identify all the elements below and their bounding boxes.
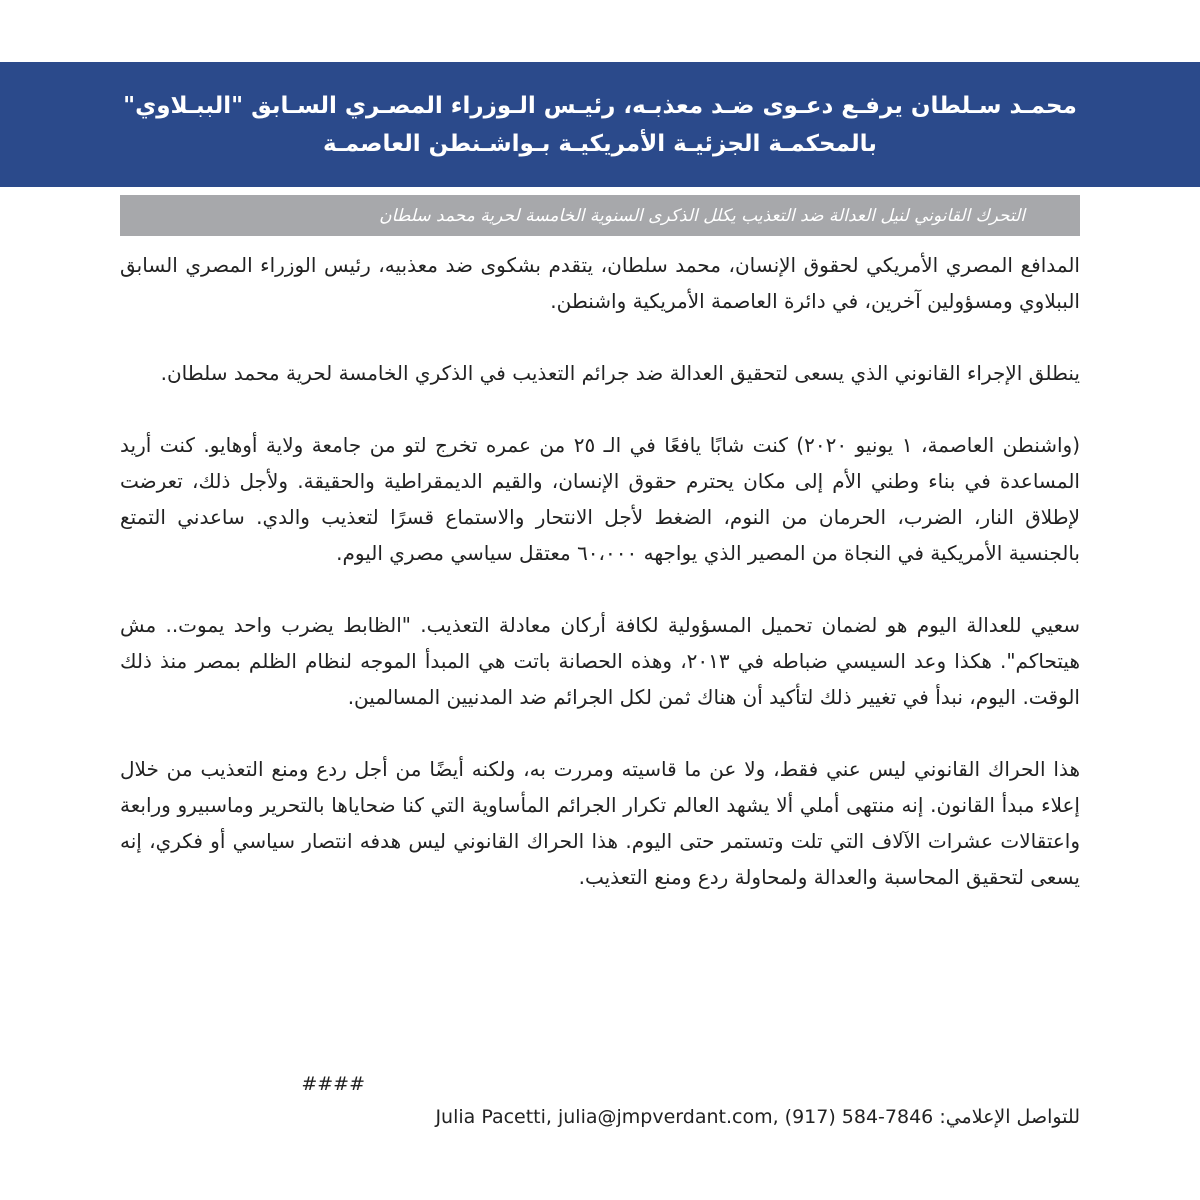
end-marker: #### [301, 1073, 365, 1095]
paragraph-accountability: سعيي للعدالة اليوم هو لضمان تحميل المسؤولية لكافة أركان معادلة التعذيب. "الظابط يضرب واحد يموت.. مش هيتحاكم". هكذا وعد السيسي ضباطه في ٢٠١٣، وهذه الحصانة باتت هي المبدأ الموجه لنظام الظلم بمصر منذ ذلك الوقت. اليوم، نبدأ في تغيير ذلك لتأكيد أن هناك ثمن لكل الجرائم ضد المدنيين المسالمين. [120, 613, 1080, 709]
paragraph-legal-action: ينطلق الإجراء القانوني الذي يسعى لتحقيق العدالة ضد جرائم التعذيب في الذكري الخامسة لحرية محمد سلطان. [160, 361, 1080, 385]
paragraph-deterrence: هذا الحراك القانوني ليس عني فقط، ولا عن ما قاسيته ومررت به، ولكنه أيضًا من أجل ردع ومنع التعذيب من خلال إعلاء مبدأ القانون. إنه منتهى أملي ألا يشهد العالم تكرار الجرائم المأساوية التي كنا ضحاياها بالتحرير وماسبيرو ورابعة واعتقالات عشرات الآلاف التي تلت وتستمر حتى اليوم. هذا الحراك القانوني ليس هدفه انتصار سياسي أو فكري، إنه يسعى لتحقيق المحاسبة والعدالة ولمحاولة ردع ومنع التعذيب. [120, 757, 1080, 889]
paragraph-personal-story: (واشنطن العاصمة، ١ يونيو ٢٠٢٠) كنت شابًا يافعًا في الـ ٢٥ من عمره تخرج لتو من جامعة ولاية أوهايو. كنت أريد المساعدة في بناء وطني الأم إلى مكان يحترم حقوق الإنسان، والقيم الديمقراطية والحقيقة. ولأجل ذلك، تعرضت لإطلاق النار، الضرب، الحرمان من النوم، الضغط لأجل الانتحار والاستماع قسرًا لتعذيب والدي. ساعدني التمتع بالجنسية الأمريكية في النجاة من المصير الذي يواجهه ٦٠،٠٠٠ معتقل سياسي مصري اليوم. [120, 433, 1081, 565]
media-contact-label: للتواصل الإعلامي: [939, 1106, 1080, 1128]
subhead-banner [120, 195, 1080, 236]
headline: محمـد سـلطان يرفـع دعـوى ضـد معذبـه، رئيـس الـوزراء المصـري السـابق "الببـلاوي" بالمحكمـة الجزئيـة الأمريكيـة بـواشـنطن العاصمـة [123, 92, 1077, 157]
headline-banner [0, 62, 1200, 187]
paragraph-intro: المدافع المصري الأمريكي لحقوق الإنسان، محمد سلطان، يتقدم بشكوى ضد معذبيه، رئيس الوزراء المصري السابق الببلاوي ومسؤولين آخرين، في دائرة العاصمة الأمريكية واشنطن. [120, 253, 1080, 313]
subheadline: التحرك القانوني لنيل العدالة ضد التعذيب يكلل الذكرى السنوية الخامسة لحرية محمد سلطان [379, 205, 1025, 226]
press-contact-footer [120, 1068, 1080, 1134]
press-release-body [120, 247, 1080, 931]
media-contact-details: Julia Pacetti, julia@jmpverdant.com, (917) 584-7846 [435, 1106, 934, 1128]
media-contact-line [120, 1101, 1080, 1134]
